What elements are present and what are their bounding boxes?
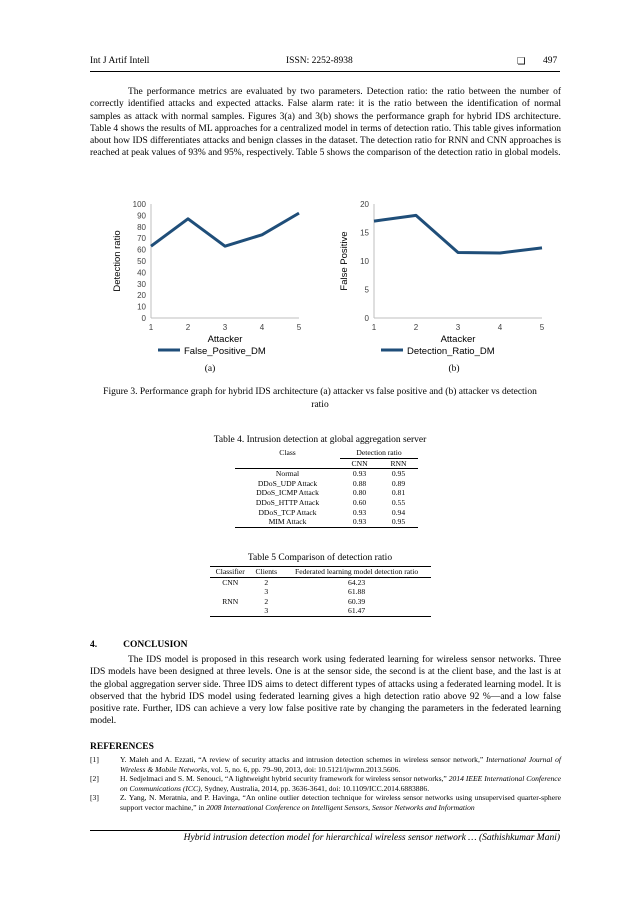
table5 <box>210 566 431 617</box>
list-item <box>90 774 561 793</box>
table4-cell-class: DDoS_HTTP Attack <box>255 497 320 507</box>
y-tick-label: 50 <box>137 257 146 266</box>
table4-group-header: Detection ratio <box>340 448 418 458</box>
table-row <box>235 469 418 479</box>
y-tick-label: 0 <box>364 314 369 323</box>
reference-text: Z. Yang, N. Meratnia, and P. Havinga, “An online outlier detection technique for wireless sensor networks using unsupervised quarter-sphere support vector machine,” in <box>120 793 561 812</box>
table-row <box>210 587 431 597</box>
table5-header-ratio: Federated learning model detection ratio <box>295 567 419 576</box>
paragraph-text: The performance metrics are evaluated by two parameters. Detection ratio: the ratio between the number of correctly identified attacks and expected attacks. False alarm rate: it is the ratio between the identification of normal samples as attack with normal samples. Figures 3(a) and 3(b) shows the performance graph for hybrid IDS architecture. Table 4 shows the results of ML approaches for a centralized model in terms of detection ratio. This table gives information about how IDS differentiates attacks and benign classes in the dataset. The detection ratio for RNN and CNN approaches is reached at peak values of 93% and 95%, respectively. Table 5 shows the comparison of the detection ratio in global models. <box>90 87 561 159</box>
table4-cell-class: MIM Attack <box>268 517 307 527</box>
conclusion-heading <box>90 640 188 650</box>
table5-cell-classifier: RNN <box>222 596 239 606</box>
journal-name: Int J Artif Intell <box>90 56 150 66</box>
x-tick-label: 1 <box>148 323 154 332</box>
conclusion-paragraph <box>90 654 561 728</box>
table5-caption: Table 5 Comparison of detection ratio <box>247 553 393 563</box>
chart-a <box>110 195 320 370</box>
chart-b <box>337 195 557 370</box>
table4-cell-cnn: 0.93 <box>352 469 367 479</box>
series-line <box>374 215 542 253</box>
table4-caption: Table 4. Intrusion detection at global aggregation server <box>213 435 427 445</box>
table4-cell-rnn: 0.55 <box>391 497 406 507</box>
y-tick-label: 20 <box>137 291 146 301</box>
y-tick-label: 15 <box>360 228 369 238</box>
conclusion-heading-number: 4. <box>90 640 98 650</box>
x-tick-label: 3 <box>455 323 461 332</box>
x-tick-label: 5 <box>539 323 545 332</box>
table4-subheader-row <box>235 458 418 469</box>
table4-col-rnn: RNN <box>390 458 407 468</box>
footer-running-title: Hybrid intrusion detection model for hierarchical wireless sensor network … (Sathishkumar Mani) <box>183 833 560 843</box>
table5-cell-classifier <box>210 587 250 597</box>
table4-cell-cnn: 0.93 <box>352 507 367 517</box>
table4-cell-cnn: 0.88 <box>352 478 367 488</box>
reference-venue: 2014 IEEE International Conference on Communications (ICC), <box>120 774 561 793</box>
table4-cell-cnn: 0.93 <box>352 517 367 527</box>
table4-header-row <box>235 448 418 458</box>
y-tick-label: 40 <box>137 268 146 278</box>
y-tick-label: 60 <box>137 245 146 255</box>
header-rule <box>90 71 560 72</box>
legend-label: False_Positive_DM <box>184 346 266 357</box>
y-axis-title: False Positive <box>339 231 350 291</box>
table4-cell-rnn: 0.81 <box>391 488 406 498</box>
table-row <box>210 597 431 607</box>
table5-cell-classifier <box>210 606 250 616</box>
y-tick-label: 90 <box>137 211 146 221</box>
table-row <box>235 488 418 498</box>
table5-cell-ratio: 61.88 <box>348 587 366 597</box>
table5-header-clients: Clients <box>255 567 278 576</box>
table-row <box>235 508 418 518</box>
reference-venue: International Journal of Wireless & Mobile Networks <box>120 755 561 774</box>
y-tick-label: 100 <box>132 200 146 209</box>
x-tick-label: 1 <box>371 323 377 332</box>
y-tick-label: 5 <box>364 285 369 295</box>
y-tick-label: 10 <box>137 302 146 312</box>
reference-list <box>90 755 561 813</box>
page-number: 497 <box>543 56 558 66</box>
table5-cell-ratio: 60.39 <box>348 596 366 606</box>
reference-text: H. Sedjelmaci and S. M. Senouci, “A lightweight hybrid security framework for wireless sensor networks,” <box>120 774 449 784</box>
reference-number: [2] <box>90 774 99 784</box>
reference-details: Sydney, Australia, 2014, pp. 3636-3641, doi: 10.1109/ICC.2014.6883886. <box>202 783 430 793</box>
y-tick-label: 80 <box>137 222 146 232</box>
table5-cell-clients: 3 <box>264 606 269 616</box>
reference-number: [1] <box>90 755 99 764</box>
table-row <box>235 517 418 527</box>
table-row <box>210 577 431 587</box>
table5-cell-ratio: 64.23 <box>348 577 366 587</box>
list-item <box>90 755 561 774</box>
table4 <box>235 448 418 528</box>
references-heading: REFERENCES <box>90 742 154 752</box>
table5-cell-clients: 2 <box>264 577 269 587</box>
table5-cell-classifier: CNN <box>222 577 239 587</box>
table-row <box>235 479 418 489</box>
y-tick-label: 20 <box>360 200 369 209</box>
table5-header-classifier: Classifier <box>215 567 245 576</box>
reference-text: Y. Maleh and A. Ezzati, “A review of security attacks and intrusion detection schemes in wireless sensor network,” <box>120 755 486 764</box>
conclusion-heading-text: CONCLUSION <box>123 640 188 650</box>
panel-label-a: (a) <box>204 364 216 374</box>
x-tick-label: 2 <box>413 323 419 332</box>
table5-cell-ratio: 61.47 <box>348 606 366 616</box>
table5-cell-clients: 3 <box>264 587 269 597</box>
table4-class-header: Class <box>279 448 296 458</box>
legend-label: Detection_Ratio_DM <box>407 346 495 357</box>
x-tick-label: 4 <box>259 323 265 332</box>
series-line <box>151 213 299 246</box>
table4-cell-rnn: 0.89 <box>391 478 406 488</box>
table4-cell-cnn: 0.60 <box>352 497 367 507</box>
x-tick-label: 4 <box>497 323 503 332</box>
table4-cell-class: DDoS_TCP Attack <box>258 507 317 517</box>
x-tick-label: 3 <box>222 323 228 332</box>
table4-cell-cnn: 0.80 <box>352 488 367 498</box>
panel-label-b: (b) <box>448 364 460 374</box>
table4-cell-rnn: 0.95 <box>391 517 406 527</box>
table-row <box>235 498 418 508</box>
issn: ISSN: 2252-8938 <box>286 56 353 66</box>
y-tick-label: 10 <box>360 257 369 266</box>
list-item <box>90 793 561 812</box>
table4-col-cnn: CNN <box>351 458 368 468</box>
square-icon: ❏ <box>517 57 526 67</box>
y-tick-label: 30 <box>137 279 146 289</box>
footer-rule <box>90 830 560 831</box>
table4-cell-rnn: 0.94 <box>391 507 406 517</box>
x-tick-label: 2 <box>185 323 191 332</box>
x-tick-label: 5 <box>296 323 302 332</box>
x-axis-title: Attacker <box>440 334 476 345</box>
reference-venue: 2008 International Conference on Intelligent Sensors, Sensor Networks and Information <box>206 802 475 812</box>
body-paragraph <box>90 86 561 160</box>
x-axis-title: Attacker <box>207 334 243 345</box>
table4-cell-rnn: 0.95 <box>391 469 406 479</box>
conclusion-text: The IDS model is proposed in this research work using federated learning for wireless sensor networks. Three IDS models have been designed at three levels. One is at the sensor side, the second is at the client base, and the last is at the global aggregation server side. Three IDS aims to detect different types of attacks using a federated learning model. It is observed that the hybrid IDS model using federated learning gives a high detection ratio above 92 %—and a low false positive rate. Further, IDS can achieve a very low false positive rate by changing the parameters in the federated learning model. <box>90 655 561 727</box>
table4-cell-class: Normal <box>275 469 300 479</box>
table4-cell-class: DDoS_ICMP Attack <box>256 488 319 498</box>
y-tick-label: 0 <box>141 314 146 323</box>
reference-number: [3] <box>90 793 99 803</box>
table4-cell-class: DDoS_UDP Attack <box>257 478 318 488</box>
reference-details: , vol. 5, no. 6, pp. 79–90, 2013, doi: 10.5121/ijwmn.2013.5606. <box>207 764 401 774</box>
figure-caption: Figure 3. Performance graph for hybrid IDS architecture (a) attacker vs false positive and (b) attacker vs detection ratio <box>103 387 537 410</box>
table5-cell-clients: 2 <box>264 596 269 606</box>
table5-header-row <box>210 567 431 578</box>
y-axis-title: Detection ratio <box>112 230 123 292</box>
y-tick-label: 70 <box>137 234 146 244</box>
table-row <box>210 606 431 616</box>
